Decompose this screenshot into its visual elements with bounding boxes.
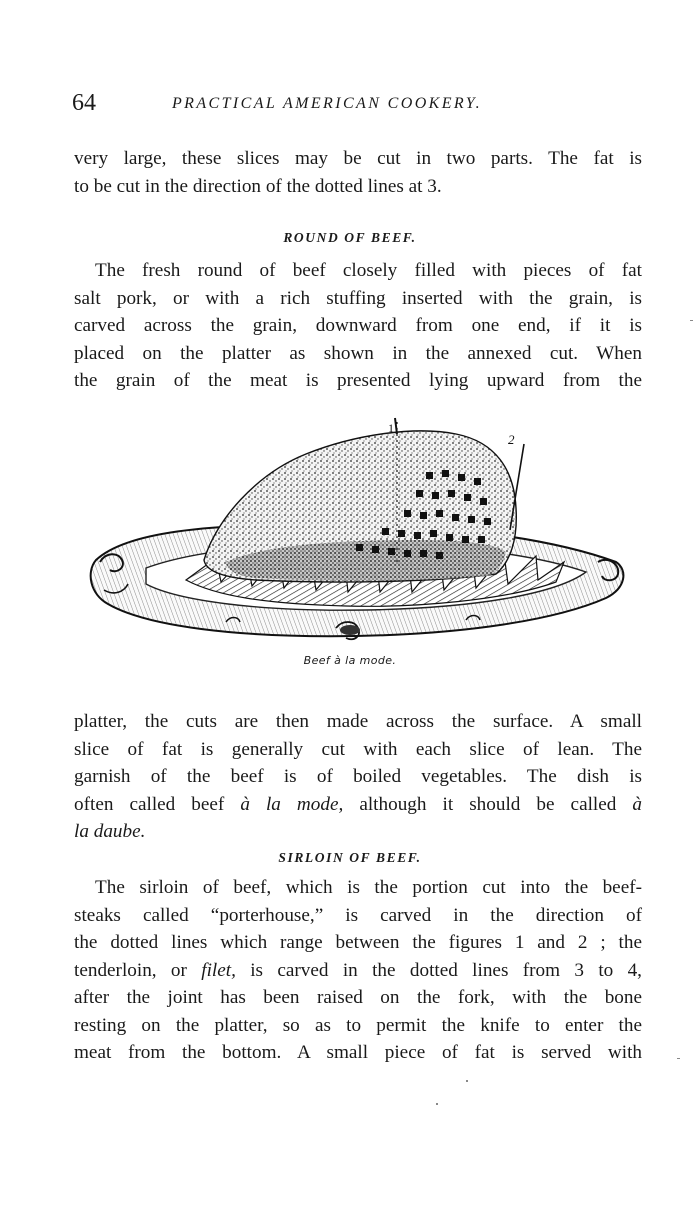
text-line: very large, these slices may be cut in two parts. The fat is — [74, 148, 642, 169]
print-speck — [466, 1080, 468, 1082]
print-speck — [690, 320, 693, 321]
page-number: 64 — [72, 90, 96, 116]
text-line: The fresh round of beef closely filled with pieces of fat — [95, 260, 642, 281]
text-line: la daube. — [74, 821, 146, 842]
running-title: PRACTICAL AMERICAN COOKERY. — [172, 95, 483, 112]
text-line: often called beef à la mode, although it should be called à — [74, 793, 642, 815]
round-of-beef-paragraph-continued — [74, 708, 642, 846]
text-line: steaks called “porterhouse,” is carved in the direction of — [74, 904, 642, 926]
text-line: after the joint has been raised on the fork, with the bone — [74, 987, 642, 1008]
figure-label-1: 1 — [388, 421, 394, 435]
text-line: meat from the bottom. A small piece of fat is served with — [74, 1042, 642, 1063]
beef-a-la-mode-illustration — [86, 412, 630, 650]
text-line: the grain of the meat is presented lying upward from the — [74, 370, 642, 391]
figure-caption: Beef à la mode. — [303, 654, 397, 667]
round-of-beef-paragraph — [74, 257, 642, 395]
print-speck — [436, 1103, 438, 1105]
text-line: to be cut in the direction of the dotted lines at 3. — [74, 175, 442, 197]
continuation-paragraph — [74, 145, 642, 200]
text-line: placed on the platter as shown in the annexed cut. When — [74, 342, 642, 364]
print-speck — [677, 1058, 680, 1059]
section-heading-round-of-beef: ROUND OF BEEF. — [283, 230, 417, 245]
text-line: carved across the grain, downward from one end, if it is — [74, 315, 642, 336]
text-line: the dotted lines which range between the figures 1 and 2 ; the — [74, 932, 642, 953]
text-line: tenderloin, or filet, is carved in the dotted lines from 3 to 4, — [74, 959, 642, 981]
text-line: garnish of the beef is of boiled vegetables. The dish is — [74, 766, 642, 787]
text-line: The sirloin of beef, which is the portion cut into the beef- — [95, 877, 642, 898]
running-head — [72, 88, 642, 118]
text-line: salt pork, or with a rich stuffing inserted with the grain, is — [74, 287, 642, 309]
text-line: slice of fat is generally cut with each slice of lean. The — [74, 738, 642, 760]
figure-label-2: 2 — [508, 432, 515, 447]
section-heading-sirloin-of-beef: SIRLOIN OF BEEF. — [278, 850, 422, 865]
text-line: resting on the platter, so as to permit the knife to enter the — [74, 1014, 642, 1036]
text-line: platter, the cuts are then made across the surface. A small — [74, 711, 642, 732]
sirloin-of-beef-paragraph — [74, 874, 642, 1067]
beef-platter-drawing — [86, 412, 630, 650]
